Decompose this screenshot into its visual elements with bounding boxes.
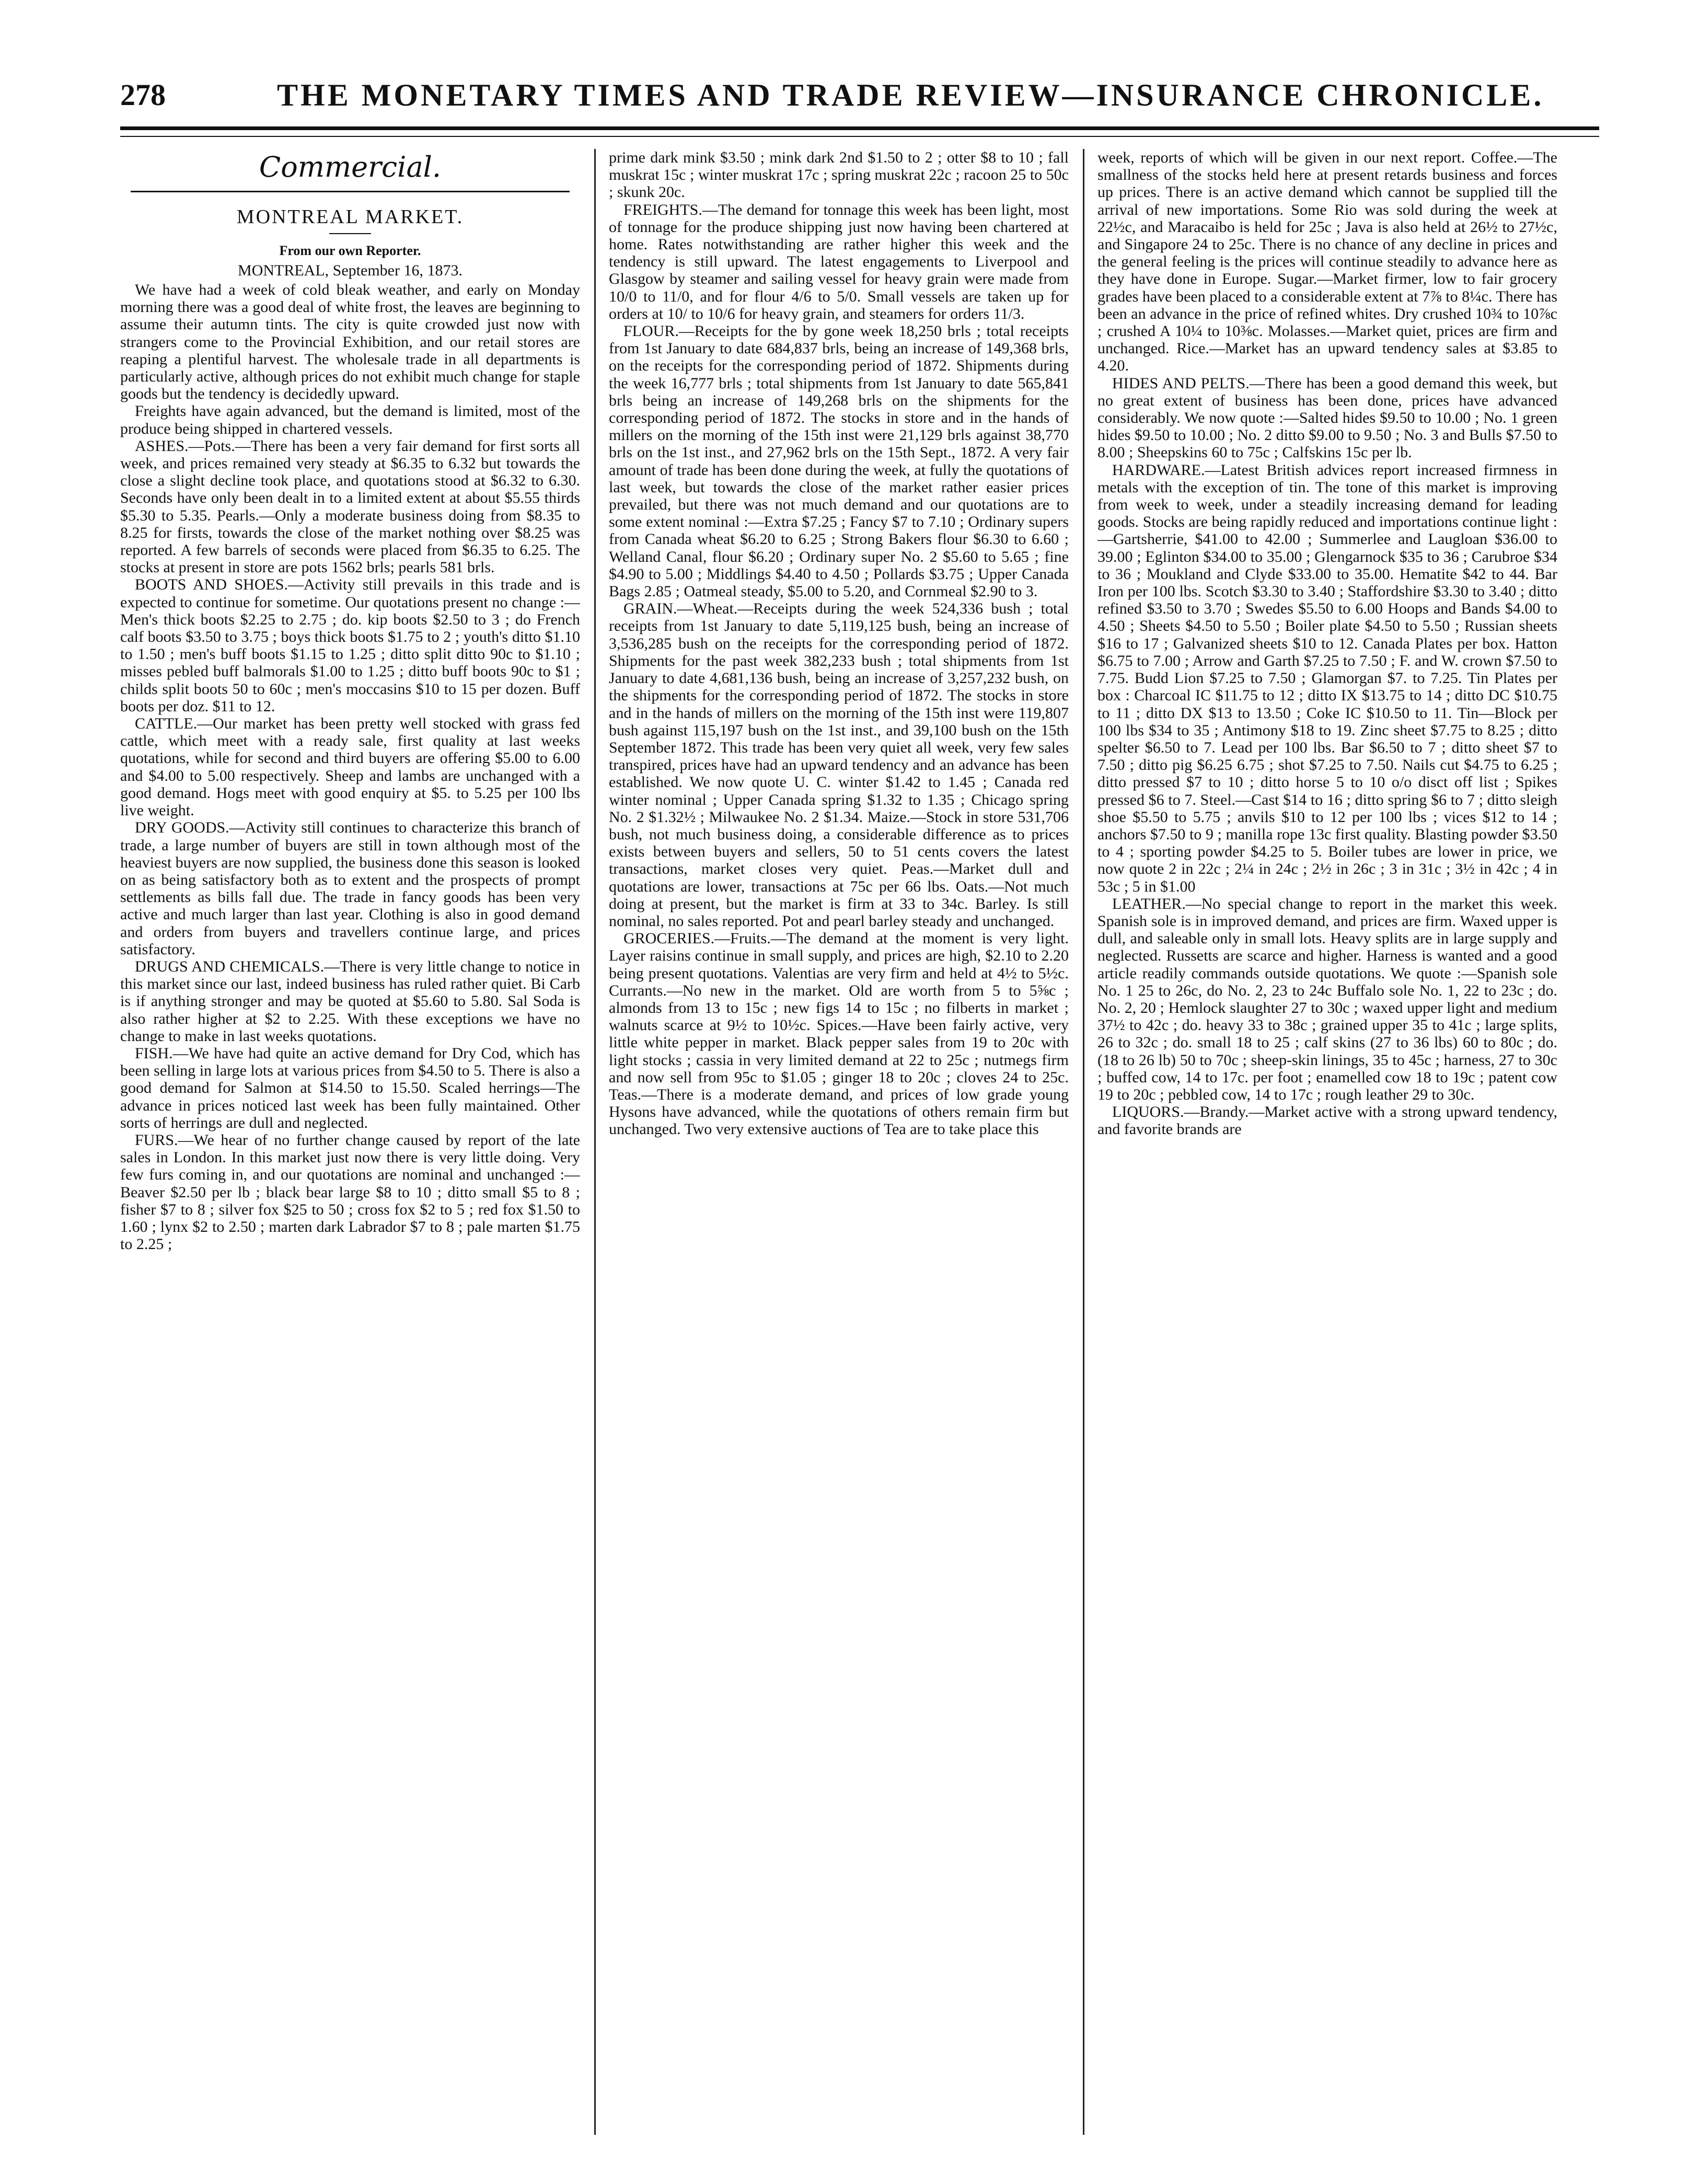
newspaper-page — [120, 63, 1599, 2153]
paragraph: CATTLE.—Our market has been pretty well stocked with grass fed cattle, which meet with a ready sale, first quality at last weeks quotations, while for second and third buyers are offering $5.00 to 6.00 and $4.00 to 5.00 respectively. Sheep and lambs are unchanged with a good demand. Hogs meet with good enquiry at $5. to 5.25 per 100 lbs live weight. — [120, 715, 580, 819]
paragraph: prime dark mink $3.50 ; mink dark 2nd $1.50 to 2 ; otter $8 to 10 ; fall muskrat 15c ; winter muskrat 17c ; spring muskrat 22c ; racoon 25 to 50c ; skunk 20c. — [609, 149, 1069, 201]
source-line: From our own Reporter. — [279, 243, 421, 258]
paragraph: FLOUR.—Receipts for the by gone week 18,250 brls ; total receipts from 1st January to date 684,837 brls, being an increase of 149,368 brls, on the receipts for the corresponding period of 1872. Shipments during the week 16,777 brls ; total shipments from 1st January to date 565,841 brls being an increase of 149,268 brls on the shipments for the corresponding period of 1872. The stocks in store and in the hands of millers on the morning of the 15th inst were 21,129 brls against 38,770 brls on the 1st inst., and 27,962 brls on the 15th Sept., 1872. A very fair amount of trade has been done during the week, at fully the quotations of last week, but towards the close of the market rather easier prices prevailed, but there was not much demand and our quotations are to some extent nominal :—Extra $7.25 ; Fancy $7 to 7.10 ; Ordinary supers from Canada wheat $6.20 to 6.25 ; Strong Bakers flour $6.30 to 6.60 ; Welland Canal, flour $6.20 ; Ordinary super No. 2 $5.60 to 5.65 ; fine $4.90 to 5.00 ; Middlings $4.40 to 4.50 ; Pollards $3.75 ; Upper Canada Bags 2.85 ; Oatmeal steady, $5.00 to 5.20, and Cornmeal $2.90 to 3. — [609, 322, 1069, 600]
short-rule — [329, 233, 371, 234]
paragraph: GRAIN.—Wheat.—Receipts during the week 524,336 bush ; total receipts from 1st January to date 5,119,125 bush, being an increase of 3,536,285 bush on the receipts for the corresponding period of 1872. Shipments for the past week 382,233 bush ; total shipments from 1st January to date 4,681,136 bush, being an increase of 3,257,232 bush, on the shipments for the corresponding period of 1872. The stocks in store and in the hands of millers on the morning of the 15th inst were 119,807 bush against 115,197 bush on the 1st inst., and 39,100 bush on the 15th September 1872. This trade has been very quiet all week, very few sales transpired, prices have had an upward tendency and an advance has been established. We now quote U. C. winter $1.42 to 1.45 ; Canada red winter nominal ; Upper Canada spring $1.32 to 1.35 ; Chicago spring No. 2 $1.32½ ; Milwaukee No. 2 $1.34. Maize.—Stock in store 531,706 bush, not much business doing, a considerable difference as to prices exists between buyers and sellers, 50 to 51 cents covers the latest transactions, market closes very quiet. Peas.—Market dull and quotations are lower, transactions at 75c per 66 lbs. Oats.—Not much doing at present, but the market is firm at 33 to 34c. Barley. Is still nominal, no sales reported. Pot and pearl barley steady and unchanged. — [609, 600, 1069, 930]
paragraph: DRUGS AND CHEMICALS.—There is very little change to notice in this market since our last, indeed business has ruled rather quiet. Bi Carb is if anything stronger and may be quoted at $5.60 to 5.80. Sal Soda is also rather higher at $2 to 2.25. With these exceptions we have no change to make in last weeks quotations. — [120, 957, 580, 1045]
paragraph: HIDES AND PELTS.—There has been a good demand this week, but no great extent of business has been done, prices have advanced considerably. We now quote :—Salted hides $9.50 to 10.00 ; No. 1 green hides $9.50 to 10.00 ; No. 2 ditto $9.00 to 9.50 ; No. 3 and Bulls $7.50 to 8.00 ; Sheepskins 60 to 75c ; Calfskins 15c per lb. — [1097, 374, 1557, 461]
column-1 — [120, 149, 580, 2145]
column-2 — [609, 149, 1069, 2145]
paragraph: DRY GOODS.—Activity still continues to characterize this branch of trade, a large number of buyers are still in town although most of the heaviest buyers are now supplied, the business done this season is looked on as being satisfactory both as to extent and the prospects of prompt settlements as bills fall due. The trade in fancy goods has been very active and much larger than last year. Clothing is also in good demand and orders from buyers and travellers continue large, and prices satisfactory. — [120, 819, 580, 958]
section-heading: Commercial. — [259, 151, 442, 183]
paragraph: Freights have again advanced, but the demand is limited, most of the produce being shipped in chartered vessels. — [120, 402, 580, 437]
publication-title: THE MONETARY TIMES AND TRADE REVIEW—INSURANCE CHRONICLE. — [277, 78, 1544, 112]
article-columns — [120, 149, 1599, 2145]
column-divider — [1083, 149, 1084, 2135]
column-2-body — [609, 149, 1069, 1138]
page-number: 278 — [120, 78, 166, 112]
dateline: MONTREAL, September 16, 1873. — [238, 262, 463, 279]
column-3 — [1097, 149, 1557, 2145]
market-title: MONTREAL MARKET. — [236, 206, 464, 228]
masthead-rule-thick — [120, 126, 1599, 130]
masthead — [120, 63, 1599, 125]
paragraph: HARDWARE.—Latest British advices report increased firmness in metals with the exception of tin. The tone of this market is improving from week to week, under a steadily increasing demand for leading goods. Stocks are being rapidly reduced and importations continue light :—Gartsherrie, $41.00 to 42.00 ; Summerlee and Laugloan $36.00 to 39.00 ; Eglinton $34.00 to 35.00 ; Glengarnock $35 to 36 ; Carubroe $34 to 36 ; Moukland and Clyde $33.00 to 35.00. Hematite $42 to 44. Bar Iron per 100 lbs. Scotch $3.30 to 3.40 ; Staffordshire $3.30 to 3.40 ; ditto refined $3.50 to 3.70 ; Swedes $5.50 to 6.00 Hoops and Bands $4.00 to 4.50 ; Sheets $4.50 to 5.50 ; Boiler plate $4.50 to 5.50 ; Russian sheets $16 to 17 ; Galvanized sheets $10 to 12. Canada Plates per box. Hatton $6.75 to 7.00 ; Arrow and Garth $7.25 to 7.50 ; F. and W. crown $7.50 to 7.75. Budd Lion $7.25 to 7.50 ; Glamorgan $7. to 7.25. Tin Plates per box : Charcoal IC $11.75 to 12 ; ditto IX $13.75 to 14 ; ditto DC $10.75 to 11 ; ditto DX $13 to 13.50 ; Coke IC $10.50 to 11. Tin—Block per 100 lbs $34 to 35 ; Antimony $18 to 19. Zinc sheet $7.75 to 8.25 ; ditto spelter $6.50 to 7. Lead per 100 lbs. Bar $6.50 to 7 ; ditto sheet $7 to 7.50 ; ditto pig $6.25 6.75 ; shot $7.25 to 7.50. Nails cut $4.75 to 6.25 ; ditto pressed $7 to 10 ; ditto horse 5 to 10 o/o disct off list ; Spikes pressed $6 to 7. Steel.—Cast $14 to 16 ; ditto spring $6 to 7 ; ditto sleigh shoe $5.50 to 5.75 ; anvils $10 to 12 per 100 lbs ; vices $12 to 14 ; anchors $7.50 to 9 ; manilla rope 13c first quality. Blasting powder $3.50 to 4 ; sporting powder $4.25 to 5. Boiler tubes are lower in price, we now quote 2 in 22c ; 2¼ in 24c ; 2½ in 26c ; 3 in 31c ; 3½ in 42c ; 4 in 53c ; 5 in $1.00 — [1097, 461, 1557, 895]
paragraph: ASHES.—Pots.—There has been a very fair demand for first sorts all week, and prices remained very steady at $6.35 to 6.32 but towards the close a slight decline took place, and quotations stood at $6.32 to 6.30. Seconds have only been dealt in to a limited extent at about $5.55 thirds $5.30 to 5.35. Pearls.—Only a moderate business doing from $8.35 to 8.25 for firsts, towards the close of the market nothing over $8.25 was reported. A few barrels of seconds were placed from $6.35 to 6.25. The stocks at present in store are pots 1562 brls; pearls 581 brls. — [120, 437, 580, 576]
paragraph: BOOTS AND SHOES.—Activity still prevails in this trade and is expected to continue for sometime. Our quotations present no change :—Men's thick boots $2.25 to 2.75 ; do. kip boots $2.50 to 3 ; do French calf boots $3.50 to 3.75 ; boys thick boots $1.75 to 2 ; youth's ditto $1.10 to 1.50 ; men's buff boots $1.15 to 1.25 ; ditto split ditto 90c to $1.10 ; misses pebled buff balmorals $1.00 to 1.25 ; ditto buff boots 90c to $1 ; childs split boots 50 to 60c ; men's moccasins $10 to 15 per dozen. Buff boots per doz. $11 to 12. — [120, 576, 580, 715]
column-1-body — [120, 281, 580, 1253]
paragraph: We have had a week of cold bleak weather, and early on Monday morning there was a good deal of white frost, the leaves are beginning to assume their autumn tints. The city is quite crowded just now with strangers come to the Provincial Exhibition, and our retail stores are reaping a plentiful harvest. The wholesale trade in all departments is particularly active, although prices do not exhibit much change for staple goods but the tendency is decidedly upward. — [120, 281, 580, 403]
paragraph: LEATHER.—No special change to report in the market this week. Spanish sole is in improved demand, and prices are firm. Waxed upper is dull, and saleable only in small lots. Heavy splits are in large supply and neglected. Russetts are scarce and higher. Harness is wanted and a good article readily commands outside quotations. We quote :—Spanish sole No. 1 25 to 26c, do No. 2, 23 to 24c Buffalo sole No. 1, 22 to 23c ; do. No. 2, 20 ; Hemlock slaughter 27 to 30c ; waxed upper light and medium 37½ to 42c ; do. heavy 33 to 38c ; grained upper 35 to 41c ; large splits, 26 to 32c ; do. small 18 to 25 ; calf skins (27 to 36 lbs) 60 to 80c ; do. (18 to 26 lb) 50 to 70c ; sheep-skin linings, 35 to 45c ; harness, 27 to 30c ; buffed cow, 14 to 17c. per foot ; enamelled cow 18 to 19c ; patent cow 19 to 20c ; pebbled cow, 14 to 17c ; rough leather 29 to 30c. — [1097, 895, 1557, 1103]
paragraph: FURS.—We hear of no further change caused by report of the late sales in London. In this market just now there is very little doing. Very few furs coming in, and our quotations are nominal and unchanged :—Beaver $2.50 per lb ; black bear large $8 to 10 ; ditto small $5 to 8 ; fisher $7 to 8 ; silver fox $25 to 50 ; cross fox $2 to 5 ; red fox $1.50 to 1.60 ; lynx $2 to 2.50 ; marten dark Labrador $7 to 8 ; pale marten $1.75 to 2.25 ; — [120, 1131, 580, 1253]
paragraph: week, reports of which will be given in our next report. Coffee.—The smallness of the stocks held here at present retards business and forces up prices. There is an active demand which cannot be supplied till the arrival of new importations. Some Rio was sold during the week at 22½c, and Maracaibo is held for 25c ; Java is also held at 26½ to 27½c, and Singapore 24 to 25c. There is no chance of any decline in prices and the general feeling is the prices will continue steadily to advance here as they have done in Europe. Sugar.—Market firmer, low to fair grocery grades have been placed to a considerable extent at 7⅞ to 8¼c. There has been an advance in the price of refined whites. Dry crushed 10¾ to 10⅞c ; crushed A 10¼ to 10⅜c. Molasses.—Market quiet, prices are firm and unchanged. Rice.—Market has an upward tendency sales at $3.85 to 4.20. — [1097, 149, 1557, 375]
column-divider — [594, 149, 596, 2135]
paragraph: FISH.—We have had quite an active demand for Dry Cod, which has been selling in large lots at various prices from $4.50 to 5. There is also a good demand for Salmon at $14.50 to 15.50. Scaled herrings—The advance in prices noticed last week has been fully maintained. Other sorts of herrings are dull and neglected. — [120, 1044, 580, 1131]
paragraph: LIQUORS.—Brandy.—Market active with a strong upward tendency, and favorite brands are — [1097, 1103, 1557, 1138]
paragraph: FREIGHTS.—The demand for tonnage this week has been light, most of tonnage for the produce shipping just now having been chartered at home. Rates notwithstanding are rather higher this week and the tendency is still upward. The latest engagements to Liverpool and Glasgow by steamer and sailing vessel for heavy grain were made from 10/0 to 11/0, and for flour 4/6 to 5/0. Small vessels are taken up for orders at 10/ to 10/6 for heavy grain, and steamers for orders 11/3. — [609, 201, 1069, 322]
paragraph: GROCERIES.—Fruits.—The demand at the moment is very light. Layer raisins continue in small supply, and prices are high, $2.10 to 2.20 being present quotations. Valentias are very firm and held at 4½ to 5½c. Currants.—No new in the market. Old are worth from 5 to 5⅝c ; almonds from 13 to 15c ; new figs 14 to 15c ; no filberts in market ; walnuts scarce at 9½ to 10½c. Spices.—Have been fairly active, very little white pepper in market. Black pepper sales from 19 to 20c with light stocks ; cassia in very limited demand at 22 to 25c ; nutmegs firm and now sell from 95c to $1.05 ; ginger 18 to 20c ; cloves 24 to 25c. Teas.—There is a moderate demand, and prices of low grade young Hysons have advanced, while the quotations of others remain firm but unchanged. Two very extensive auctions of Tea are to take place this — [609, 930, 1069, 1138]
column-3-body — [1097, 149, 1557, 1138]
masthead-rule-thin — [120, 136, 1599, 137]
heading-rule — [131, 191, 570, 192]
